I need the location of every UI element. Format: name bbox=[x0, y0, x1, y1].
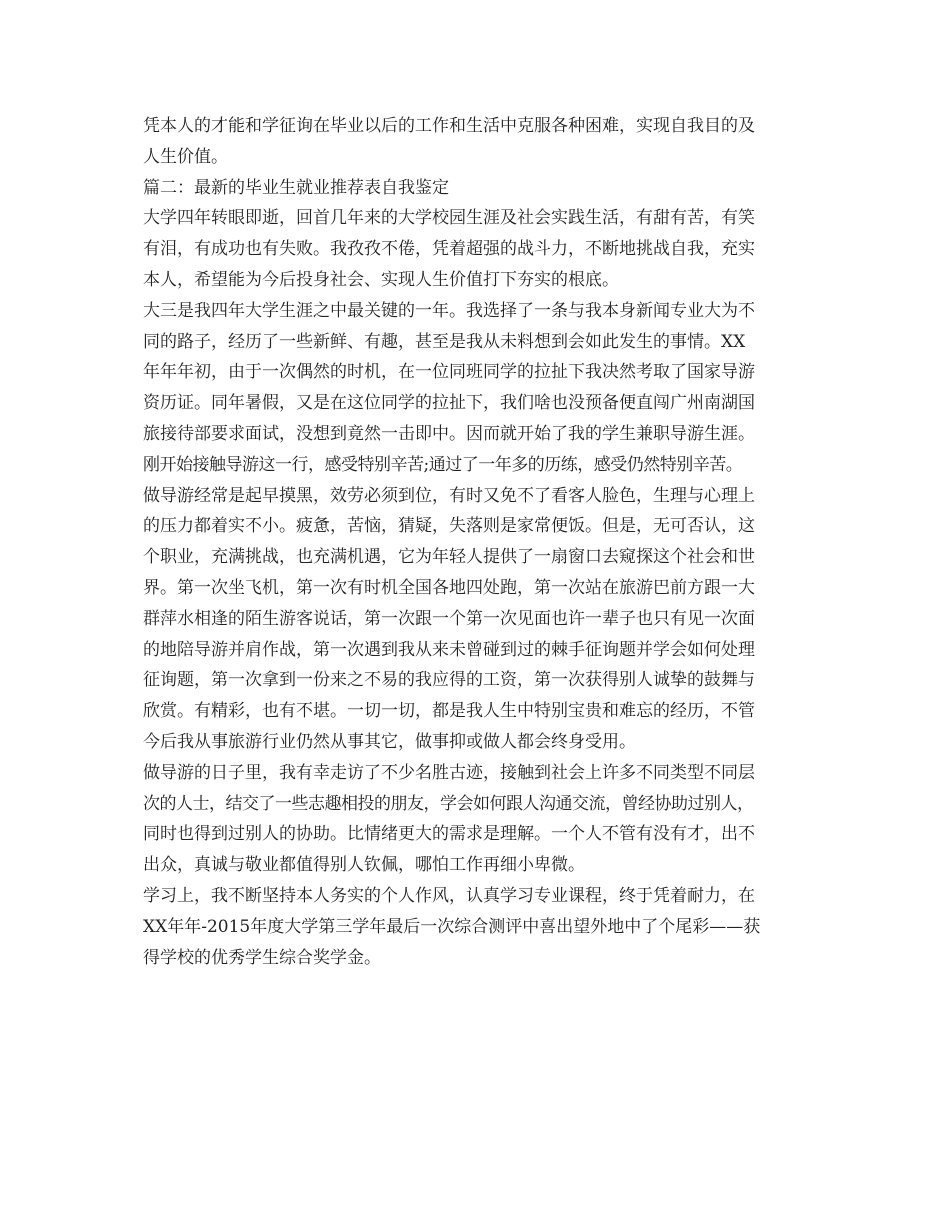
text-line: 资历证。同年暑假，又是在这位同学的拉扯下，我们啥也没预备便直闯广州南湖国 bbox=[143, 393, 755, 414]
text-line: 做导游经常是起早摸黑，效劳必须到位，有时又免不了看客人脸色，生理与心理上 bbox=[143, 485, 755, 506]
text-line: 人生价值。 bbox=[143, 146, 228, 167]
text-line: 大学四年转眼即逝，回首几年来的大学校园生涯及社会实践生活，有甜有苦，有笑 bbox=[143, 208, 755, 229]
text-line: 做导游的日子里，我有幸走访了不少名胜古迹，接触到社会上许多不同类型不同层 bbox=[143, 762, 755, 783]
text-line: 的压力都着实不小。疲惫，苦恼，猜疑，失落则是家常便饭。但是，无可否认，这 bbox=[143, 516, 755, 537]
text-line: 欣赏。有精彩，也有不堪。一切一切，都是我人生中特别宝贵和难忘的经历，不管 bbox=[143, 701, 755, 722]
text-line: XX年年-2015年度大学第三学年最后一次综合测评中喜出望外地中了个尾彩——获 bbox=[143, 916, 761, 937]
text-line: 今后我从事旅游行业仍然从事其它，做事抑或做人都会终身受用。 bbox=[143, 731, 636, 752]
text-line: 次的人士，结交了一些志趣相投的朋友，学会如何跟人沟通交流，曾经协助过别人， bbox=[143, 793, 754, 814]
text-line: 大三是我四年大学生涯之中最关键的一年。我选择了一条与我本身新闻专业大为不 bbox=[143, 300, 755, 321]
text-line: 同时也得到过别人的协助。比情绪更大的需求是理解。一个人不管有没有才，出不 bbox=[143, 824, 755, 845]
section-heading: 篇二：最新的毕业生就业推荐表自我鉴定 bbox=[143, 177, 449, 198]
text-line: 本人，希望能为今后投身社会、实现人生价值打下夯实的根底。 bbox=[143, 269, 619, 290]
text-line: 得学校的优秀学生综合奖学金。 bbox=[143, 947, 381, 968]
text-line: 征询题，第一次拿到一份来之不易的我应得的工资，第一次获得别人诚挚的鼓舞与 bbox=[143, 670, 755, 691]
text-line: 年年年初，由于一次偶然的时机，在一位同班同学的拉扯下我决然考取了国家导游 bbox=[143, 362, 755, 383]
text-line: 旅接待部要求面试，没想到竟然一击即中。因而就开始了我的学生兼职导游生涯。 bbox=[143, 423, 755, 444]
text-line: 的地陪导游并肩作战，第一次遇到我从来未曾碰到过的棘手征询题并学会如何处理 bbox=[143, 639, 755, 660]
text-line: 个职业，充满挑战，也充满机遇，它为年轻人提供了一扇窗口去窥探这个社会和世 bbox=[143, 547, 755, 568]
text-line: 有泪，有成功也有失败。我孜孜不倦，凭着超强的战斗力，不断地挑战自我，充实 bbox=[143, 239, 755, 260]
text-line: 同的路子，经历了一些新鲜、有趣，甚至是我从未料想到会如此发生的事情。XX bbox=[143, 331, 746, 352]
text-line: 群萍水相逢的陌生游客说话，第一次跟一个第一次见面也许一辈子也只有见一次面 bbox=[143, 608, 755, 629]
text-line: 学习上，我不断坚持本人务实的个人作风，认真学习专业课程，终于凭着耐力，在 bbox=[143, 885, 755, 906]
text-line: 界。第一次坐飞机，第一次有时机全国各地四处跑，第一次站在旅游巴前方跟一大 bbox=[143, 577, 755, 598]
text-line: 出众，真诚与敬业都值得别人钦佩，哪怕工作再细小卑微。 bbox=[143, 855, 585, 876]
document-body bbox=[143, 111, 823, 973]
text-line: 凭本人的才能和学征询在毕业以后的工作和生活中克服各种困难，实现自我目的及 bbox=[143, 116, 755, 136]
text-line: 刚开始接触导游这一行，感受特别辛苦;通过了一年多的历练，感受仍然特别辛苦。 bbox=[143, 454, 743, 475]
